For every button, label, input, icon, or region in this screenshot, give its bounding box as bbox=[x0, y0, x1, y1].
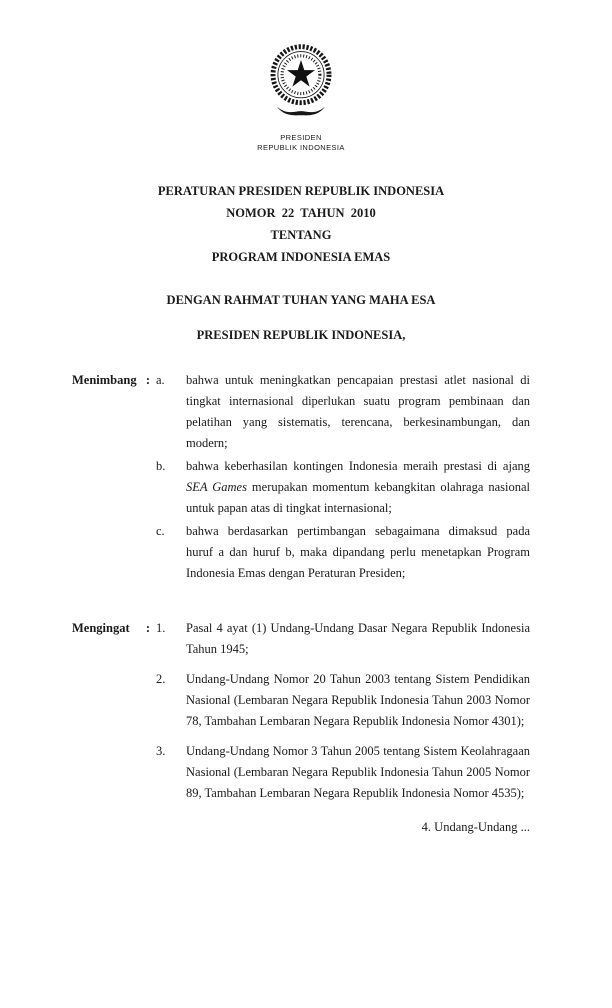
menimbang-items bbox=[156, 370, 530, 586]
mengingat-section bbox=[72, 618, 530, 813]
mengingat-label-text: Mengingat bbox=[72, 621, 130, 635]
item-text: Undang-Undang Nomor 3 Tahun 2005 tentang Sistem Keolahragaan Nasional (Lembaran Negara Republik Indonesia Tahun 2005 Nomor 89, Tambahan Lembaran Negara Republik Indonesia Nomor 4535); bbox=[186, 744, 530, 800]
menimbang-label bbox=[72, 370, 150, 586]
item-text: Pasal 4 ayat (1) Undang-Undang Dasar Negara Republik Indonesia Tahun 1945; bbox=[186, 621, 530, 656]
item-text-post: merupakan momentum kebangkitan olahraga nasional untuk papan atas di tingkat internasional; bbox=[186, 480, 530, 515]
regulation-title: PERATURAN PRESIDEN REPUBLIK INDONESIA bbox=[157, 184, 445, 198]
item-marker: c. bbox=[156, 524, 165, 538]
considering-item-b bbox=[156, 456, 530, 519]
item-text: bahwa berdasarkan pertimbangan sebagaimana dimaksud pada huruf a dan huruf b, maka dipandang perlu menetapkan Program Indonesia Emas dengan Peraturan Presiden; bbox=[186, 524, 530, 580]
mengingat-colon: : bbox=[145, 621, 150, 635]
item-text-pre: bahwa keberhasilan kontingen Indonesia meraih prestasi di ajang bbox=[186, 459, 530, 473]
considering-item-a bbox=[156, 370, 530, 454]
legal-basis-item-1 bbox=[156, 618, 530, 660]
legal-basis-item-2 bbox=[156, 669, 530, 732]
menimbang-colon: : bbox=[145, 373, 150, 387]
item-text-italic: SEA Games bbox=[186, 480, 247, 494]
mengingat-items bbox=[156, 618, 530, 813]
item-text: Undang-Undang Nomor 20 Tahun 2003 tentang Sistem Pendidikan Nasional (Lembaran Negara Republik Indonesia Tahun 2003 Nomor 78, Tambahan Lembaran Negara Republik Indonesia Nomor 4301); bbox=[186, 672, 530, 728]
item-marker: 2. bbox=[156, 672, 166, 686]
tentang-label: TENTANG bbox=[270, 228, 332, 242]
menimbang-section bbox=[72, 370, 530, 586]
item-marker: b. bbox=[156, 459, 166, 473]
item-marker: 3. bbox=[156, 744, 166, 758]
title-block bbox=[72, 180, 530, 268]
presidential-seal-icon bbox=[259, 38, 343, 124]
invocation-line: DENGAN RAHMAT TUHAN YANG MAHA ESA bbox=[166, 293, 436, 307]
catchword-line: 4. Undang-Undang ... bbox=[421, 820, 530, 834]
item-marker: 1. bbox=[156, 621, 166, 635]
item-text: bahwa untuk meningkatkan pencapaian prestasi atlet nasional di tingkat internasional diperlukan suatu program pembinaan dan pelatihan yang sistematis, terencana, berkesinambungan, dan modern; bbox=[186, 373, 530, 450]
letterhead bbox=[72, 38, 530, 152]
regulation-subject: PROGRAM INDONESIA EMAS bbox=[211, 250, 391, 264]
mengingat-label bbox=[72, 618, 150, 813]
letterhead-line-1: PRESIDEN bbox=[280, 133, 322, 142]
regulation-number: NOMOR 22 TAHUN 2010 bbox=[226, 206, 376, 220]
item-text bbox=[186, 456, 530, 519]
legal-basis-item-3 bbox=[156, 741, 530, 804]
letterhead-line-2: REPUBLIK INDONESIA bbox=[257, 142, 345, 152]
item-marker: a. bbox=[156, 373, 165, 387]
considering-item-c bbox=[156, 521, 530, 584]
menimbang-label-text: Menimbang bbox=[72, 373, 137, 387]
enacting-authority-line: PRESIDEN REPUBLIK INDONESIA, bbox=[196, 328, 406, 342]
